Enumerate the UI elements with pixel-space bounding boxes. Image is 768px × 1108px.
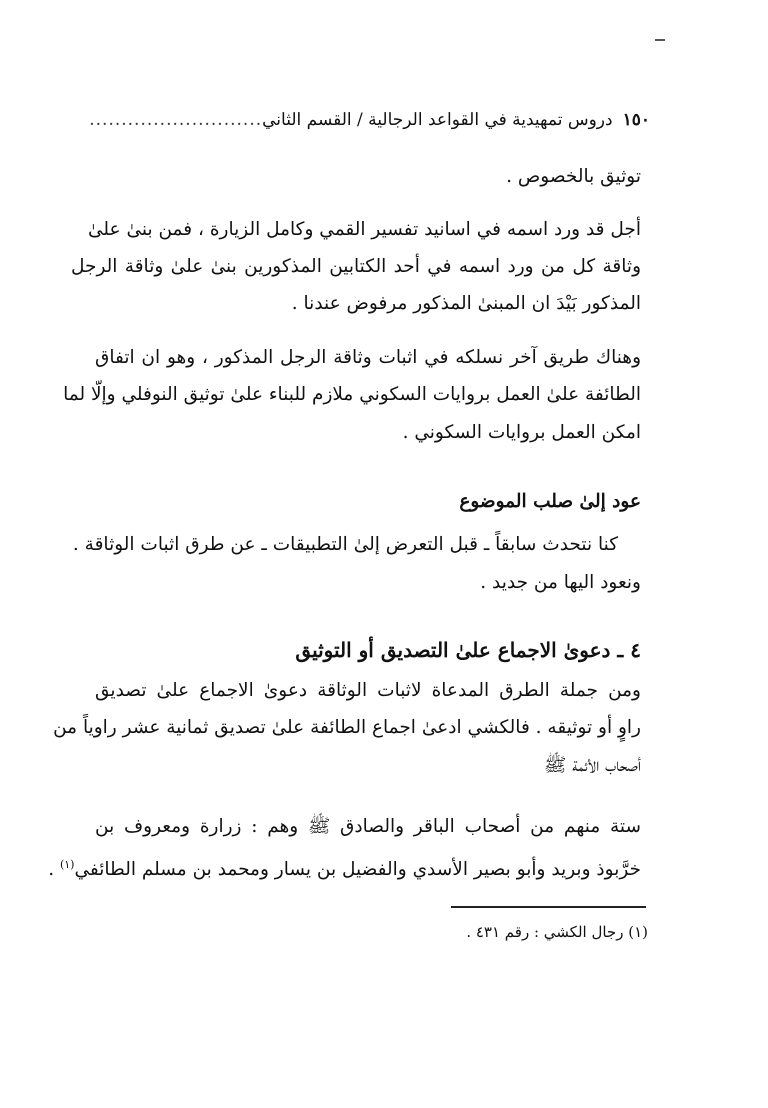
body-line: المذكور بَيْدَ ان المبنىٰ المذكور مرفوض عندنا . xyxy=(291,293,641,314)
footnote-divider xyxy=(451,906,646,908)
body-line: كنا نتحدث سابقاً ـ قبل التعرض إلىٰ التطبيقات ـ عن طرق اثبات الوثاقة . xyxy=(72,534,618,555)
body-line: راوٍ أو توثيقه . فالكشي ادعىٰ اجماع الطائفة علىٰ تصديق ثمانية عشر راوياً من xyxy=(53,717,641,738)
body-line: وهناك طريق آخر نسلكه في اثبات وثاقة الرجل المذكور ، وهو ان اتفاق xyxy=(95,347,641,368)
subheading: عود إلىٰ صلب الموضوع xyxy=(459,491,641,512)
body-line: امكن العمل بروايات السكوني . xyxy=(402,422,641,443)
leader-dots: ........................... xyxy=(89,110,263,130)
body-line: أجل قد ورد اسمه في اسانيد تفسير القمي وكامل الزيارة ، فمن بنىٰ علىٰ xyxy=(87,219,641,240)
body-line: الطائفة علىٰ العمل بروايات السكوني ملازم للبناء علىٰ توثيق النوفلي وإلّا لما xyxy=(63,384,641,405)
body-line: ومن جملة الطرق المدعاة لاثبات الوثاقة دعوىٰ الاجماع علىٰ تصديق xyxy=(95,680,641,701)
body-line: ونعود اليها من جديد . xyxy=(480,572,641,593)
section-heading: ٤ ـ دعوىٰ الاجماع علىٰ التصديق أو التوثيق xyxy=(295,638,641,662)
body-line: وثاقة كل من ورد اسمه في أحد الكتابين المذكورين بنىٰ علىٰ وثاقة الرجل xyxy=(71,256,641,277)
running-header-title: دروس تمهيدية في القواعد الرجالية / القسم الثاني xyxy=(262,110,613,130)
running-header xyxy=(70,104,650,136)
body-line: أصحاب الأئمة ﷺ xyxy=(544,755,641,776)
body-line: توثيق بالخصوص . xyxy=(506,166,641,187)
line-end: . xyxy=(48,859,60,881)
scan-mark xyxy=(655,39,665,41)
body-line-text: خرَّبوذ وبريد وأبو بصير الأسدي والفضيل بن يسار ومحمد بن مسلم الطائفي xyxy=(74,859,641,881)
body-line xyxy=(48,848,641,887)
footnote: (١) رجال الكشي : رقم ٤٣١ . xyxy=(466,923,648,941)
footnote-reference: (١) xyxy=(59,858,75,871)
page-number: ١٥٠ xyxy=(622,110,650,130)
body-line: ستة منهم من أصحاب الباقر والصادق ﷺ وهم : زرارة ومعروف بن xyxy=(95,816,641,837)
